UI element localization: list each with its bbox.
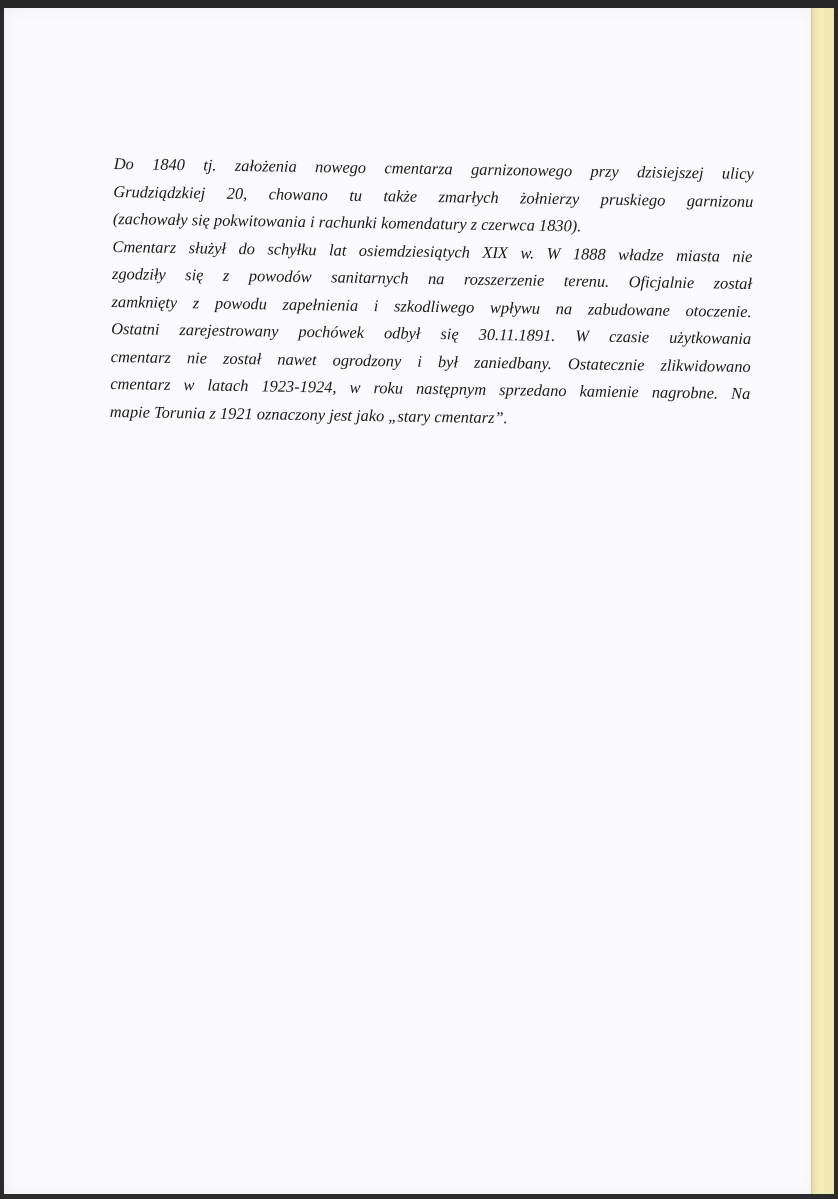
text-line: mapie Torunia z 1921 oznaczony jest jako „stary cmentarz”. — [109, 401, 508, 427]
body-paragraph — [110, 150, 754, 435]
text-line: zgodziły się z powodów sanitarnych na rozszerzenie terenu. Oficjalnie został — [111, 263, 753, 294]
text-line: cmentarz nie został nawet ogrodzony i był zaniedbany. Ostatecznie zlikwidowano — [110, 346, 751, 376]
binding-edge — [811, 8, 834, 1194]
text-line: Ostatni zarejestrowany pochówek odbył się 30.11.1891. W czasie użytkowania — [111, 318, 752, 349]
text-line: Cmentarz służył do schyłku lat osiemdziesiątych XIX w. W 1888 władze miasta nie — [112, 236, 753, 266]
text-line: zamknięty z powodu zapełnienia i szkodliwego wpływu na zabudowane otoczenie. — [111, 291, 752, 321]
text-line: Grudziądzkiej 20, chowano tu także zmarłych żołnierzy pruskiego garnizonu — [113, 181, 754, 211]
text-line: Do 1840 tj. założenia nowego cmentarza garnizonowego przy dzisiejszej ulicy — [113, 153, 754, 184]
text-line: cmentarz w latach 1923-1924, w roku następnym sprzedano kamienie nagrobne. Na — [110, 373, 751, 404]
text-line: (zachowały się pokwitowania i rachunki komendatury z czerwca 1830). — [112, 208, 582, 236]
